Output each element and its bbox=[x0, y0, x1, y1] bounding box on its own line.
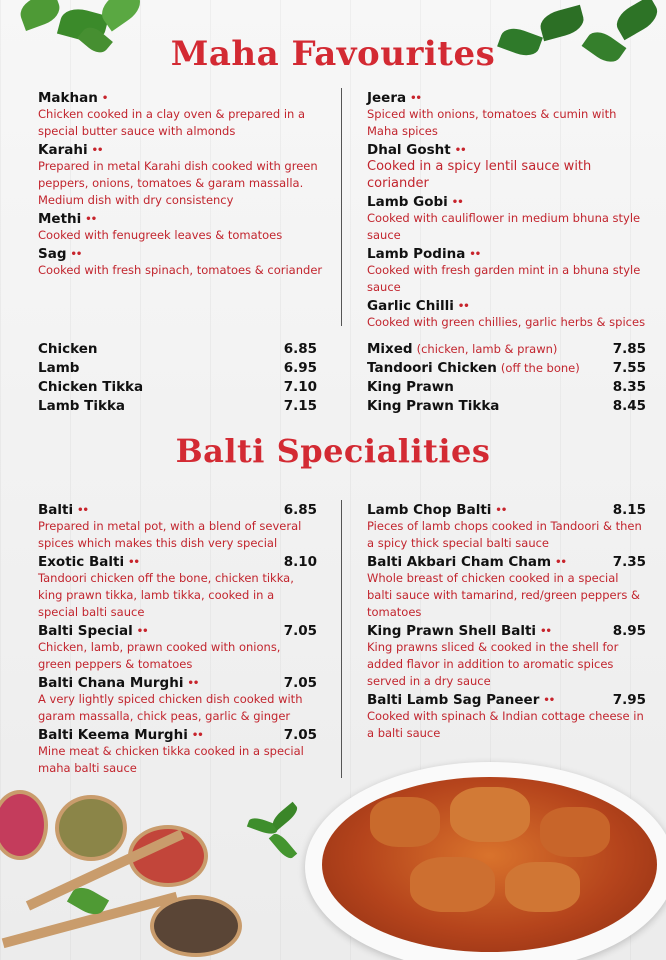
maha-favourites-left-column bbox=[38, 90, 328, 281]
menu-item bbox=[38, 142, 328, 209]
protein-label: Lamb Tikka bbox=[38, 397, 126, 414]
menu-item-name bbox=[38, 675, 317, 691]
protein-note: (chicken, lamb & prawn) bbox=[416, 341, 558, 356]
dish-name: Balti Lamb Sag Paneer bbox=[367, 692, 540, 708]
chili-icon: •• bbox=[91, 144, 103, 156]
dish-name: Balti Chana Murghi bbox=[38, 675, 184, 691]
protein-label: King Prawn Tikka bbox=[367, 397, 500, 414]
menu-item bbox=[38, 727, 317, 777]
price-row bbox=[38, 396, 317, 415]
chili-icon: •• bbox=[469, 248, 481, 260]
chili-icon: •• bbox=[543, 694, 555, 706]
chili-icon: •• bbox=[128, 556, 139, 568]
dish-name: Garlic Chilli bbox=[367, 298, 454, 314]
dish-price: 6.85 bbox=[283, 502, 317, 518]
protein-name bbox=[38, 398, 284, 414]
protein-name bbox=[367, 360, 613, 376]
dish-description: Mine meat & chicken tikka cooked in a special maha balti sauce bbox=[38, 744, 304, 775]
menu-item bbox=[38, 675, 317, 725]
menu-item-name bbox=[367, 194, 647, 210]
menu-item-name bbox=[367, 90, 647, 106]
protein-price: 6.95 bbox=[283, 359, 317, 376]
dish-price: 8.95 bbox=[612, 623, 646, 639]
dish-price: 7.05 bbox=[283, 675, 317, 691]
price-row bbox=[38, 358, 317, 377]
protein-prices-left bbox=[38, 339, 317, 415]
protein-price: 7.15 bbox=[283, 397, 317, 414]
dish-name: Sag bbox=[38, 246, 67, 262]
protein-price: 7.55 bbox=[612, 359, 646, 376]
section-title-maha-favourites: Maha Favourites bbox=[170, 34, 496, 74]
chili-icon: •• bbox=[495, 504, 507, 516]
protein-price: 8.35 bbox=[612, 378, 646, 395]
chili-icon: •• bbox=[70, 248, 82, 260]
chili-icon: •• bbox=[410, 92, 421, 104]
dish-name: Lamb Podina bbox=[367, 246, 466, 262]
dish-name: Jeera bbox=[367, 90, 407, 106]
column-divider bbox=[341, 500, 342, 778]
dish-description: Cooked with spinach & Indian cottage cheese in a balti sauce bbox=[367, 709, 644, 740]
dish-description: Prepared in metal Karahi dish cooked with green peppers, onions, tomatoes & garam massalla. Medium dish with dry consistency bbox=[38, 159, 318, 207]
dish-description: A very lightly spiced chicken dish cooked with garam massalla, chick peas, garlic & ginger bbox=[38, 692, 303, 723]
maha-favourites-right-column bbox=[367, 90, 647, 333]
chili-icon: •• bbox=[191, 729, 203, 741]
herb-sprig-decoration bbox=[248, 810, 318, 880]
dish-description: Cooked with green chillies, garlic herbs & spices bbox=[367, 315, 646, 329]
protein-price: 7.10 bbox=[283, 378, 317, 395]
protein-label: Chicken Tikka bbox=[38, 378, 144, 395]
dish-description: Spiced with onions, tomatoes & cumin with Maha spices bbox=[367, 107, 617, 138]
column-divider bbox=[341, 88, 342, 326]
chili-icon: •• bbox=[77, 504, 88, 516]
balti-left-column bbox=[38, 502, 317, 779]
protein-note: (off the bone) bbox=[500, 360, 580, 375]
dish-description: Pieces of lamb chops cooked in Tandoori & then a spicy thick special balti sauce bbox=[367, 519, 642, 550]
menu-item-name bbox=[367, 692, 646, 708]
protein-label: Mixed bbox=[367, 340, 413, 357]
menu-item bbox=[367, 554, 646, 621]
chili-icon: •• bbox=[540, 625, 551, 637]
dish-name: Balti Special bbox=[38, 623, 133, 639]
menu-item bbox=[38, 211, 328, 244]
menu-item bbox=[38, 502, 317, 552]
menu-item bbox=[367, 194, 647, 244]
dish-description: Prepared in metal pot, with a blend of several spices which makes this dish very special bbox=[38, 519, 302, 550]
dish-description: Chicken cooked in a clay oven & prepared in a special butter sauce with almonds bbox=[38, 107, 306, 138]
menu-item bbox=[38, 554, 317, 621]
dish-description: Whole breast of chicken cooked in a special balti sauce with tamarind, red/green peppers & tomatoes bbox=[367, 571, 640, 619]
protein-label: Tandoori Chicken bbox=[367, 359, 497, 376]
balti-right-column bbox=[367, 502, 646, 744]
chili-icon: •• bbox=[451, 196, 463, 208]
menu-item bbox=[367, 623, 646, 690]
protein-price: 8.45 bbox=[612, 397, 646, 414]
section-title-balti-specialities: Balti Specialities bbox=[175, 432, 491, 470]
protein-label: Chicken bbox=[38, 340, 98, 357]
protein-name bbox=[38, 360, 284, 376]
price-row bbox=[367, 358, 646, 377]
dish-name: Karahi bbox=[38, 142, 88, 158]
menu-item-name bbox=[38, 211, 328, 227]
dish-name: Dhal Gosht bbox=[367, 142, 451, 158]
menu-item bbox=[38, 623, 317, 673]
dish-description: Tandoori chicken off the bone, chicken tikka, king prawn tikka, lamb tikka, cooked in a special balti sauce bbox=[38, 571, 294, 619]
dish-description: Cooked with fresh garden mint in a bhuna style sauce bbox=[367, 263, 641, 294]
menu-item-name bbox=[367, 623, 646, 639]
protein-price: 6.85 bbox=[283, 340, 317, 357]
menu-item-name bbox=[38, 90, 328, 106]
dish-price: 7.05 bbox=[283, 727, 317, 743]
dish-price: 8.10 bbox=[283, 554, 317, 570]
dish-price: 7.35 bbox=[612, 554, 646, 570]
price-row bbox=[38, 377, 317, 396]
chili-icon: •• bbox=[85, 213, 97, 225]
dish-description: Cooked with fenugreek leaves & tomatoes bbox=[38, 228, 283, 242]
protein-label: King Prawn bbox=[367, 378, 454, 395]
price-row bbox=[367, 377, 646, 396]
menu-item-name bbox=[367, 502, 646, 518]
chili-icon: •• bbox=[555, 556, 566, 568]
price-row bbox=[367, 339, 646, 358]
dish-description: Cooked with cauliflower in medium bhuna style sauce bbox=[367, 211, 641, 242]
protein-prices-right bbox=[367, 339, 646, 415]
price-row bbox=[38, 339, 317, 358]
menu-item-name bbox=[38, 727, 317, 743]
chili-icon: • bbox=[101, 92, 108, 104]
protein-name bbox=[38, 341, 284, 357]
menu-item-name bbox=[367, 298, 647, 314]
menu-item bbox=[38, 90, 328, 140]
dish-price: 7.95 bbox=[612, 692, 646, 708]
dish-name: Balti bbox=[38, 502, 74, 518]
menu-item-name bbox=[38, 502, 317, 518]
dish-price: 8.15 bbox=[612, 502, 646, 518]
dish-name: Balti Akbari Cham Cham bbox=[367, 554, 552, 570]
protein-name bbox=[38, 379, 284, 395]
dish-name: Exotic Balti bbox=[38, 554, 125, 570]
protein-name bbox=[367, 398, 613, 414]
menu-item bbox=[367, 692, 646, 742]
dish-name: Balti Keema Murghi bbox=[38, 727, 188, 743]
chili-icon: •• bbox=[187, 677, 199, 689]
dish-name: Makhan bbox=[38, 90, 98, 106]
menu-item bbox=[367, 298, 647, 331]
protein-name bbox=[367, 341, 613, 357]
chili-icon: •• bbox=[457, 300, 469, 312]
dish-name: Lamb Chop Balti bbox=[367, 502, 492, 518]
chicken-curry-dish-image bbox=[300, 752, 666, 960]
chili-icon: •• bbox=[136, 625, 148, 637]
menu-item bbox=[367, 142, 647, 192]
protein-price: 7.85 bbox=[612, 340, 646, 357]
dish-price: 7.05 bbox=[283, 623, 317, 639]
protein-name bbox=[367, 379, 613, 395]
menu-item-name bbox=[367, 554, 646, 570]
menu-item-name bbox=[367, 142, 647, 158]
dish-name: Methi bbox=[38, 211, 82, 227]
chili-icon: •• bbox=[454, 144, 466, 156]
dish-description: Cooked in a spicy lentil sauce with coriander bbox=[367, 159, 592, 191]
menu-item-name bbox=[38, 623, 317, 639]
menu-item bbox=[38, 246, 328, 279]
dish-description: Cooked with fresh spinach, tomatoes & coriander bbox=[38, 263, 323, 277]
menu-item bbox=[367, 246, 647, 296]
protein-label: Lamb bbox=[38, 359, 80, 376]
menu-item bbox=[367, 502, 646, 552]
menu-item-name bbox=[38, 246, 328, 262]
dish-description: King prawns sliced & cooked in the shell for added flavor in addition to aromatic spices served in a dry sauce bbox=[367, 640, 619, 688]
menu-item-name bbox=[367, 246, 647, 262]
dish-name: Lamb Gobi bbox=[367, 194, 448, 210]
menu-item bbox=[367, 90, 647, 140]
spice-spoons-image bbox=[0, 785, 260, 960]
price-row bbox=[367, 396, 646, 415]
menu-item-name bbox=[38, 554, 317, 570]
menu-item-name bbox=[38, 142, 328, 158]
dish-name: King Prawn Shell Balti bbox=[367, 623, 537, 639]
dish-description: Chicken, lamb, prawn cooked with onions, green peppers & tomatoes bbox=[38, 640, 281, 671]
